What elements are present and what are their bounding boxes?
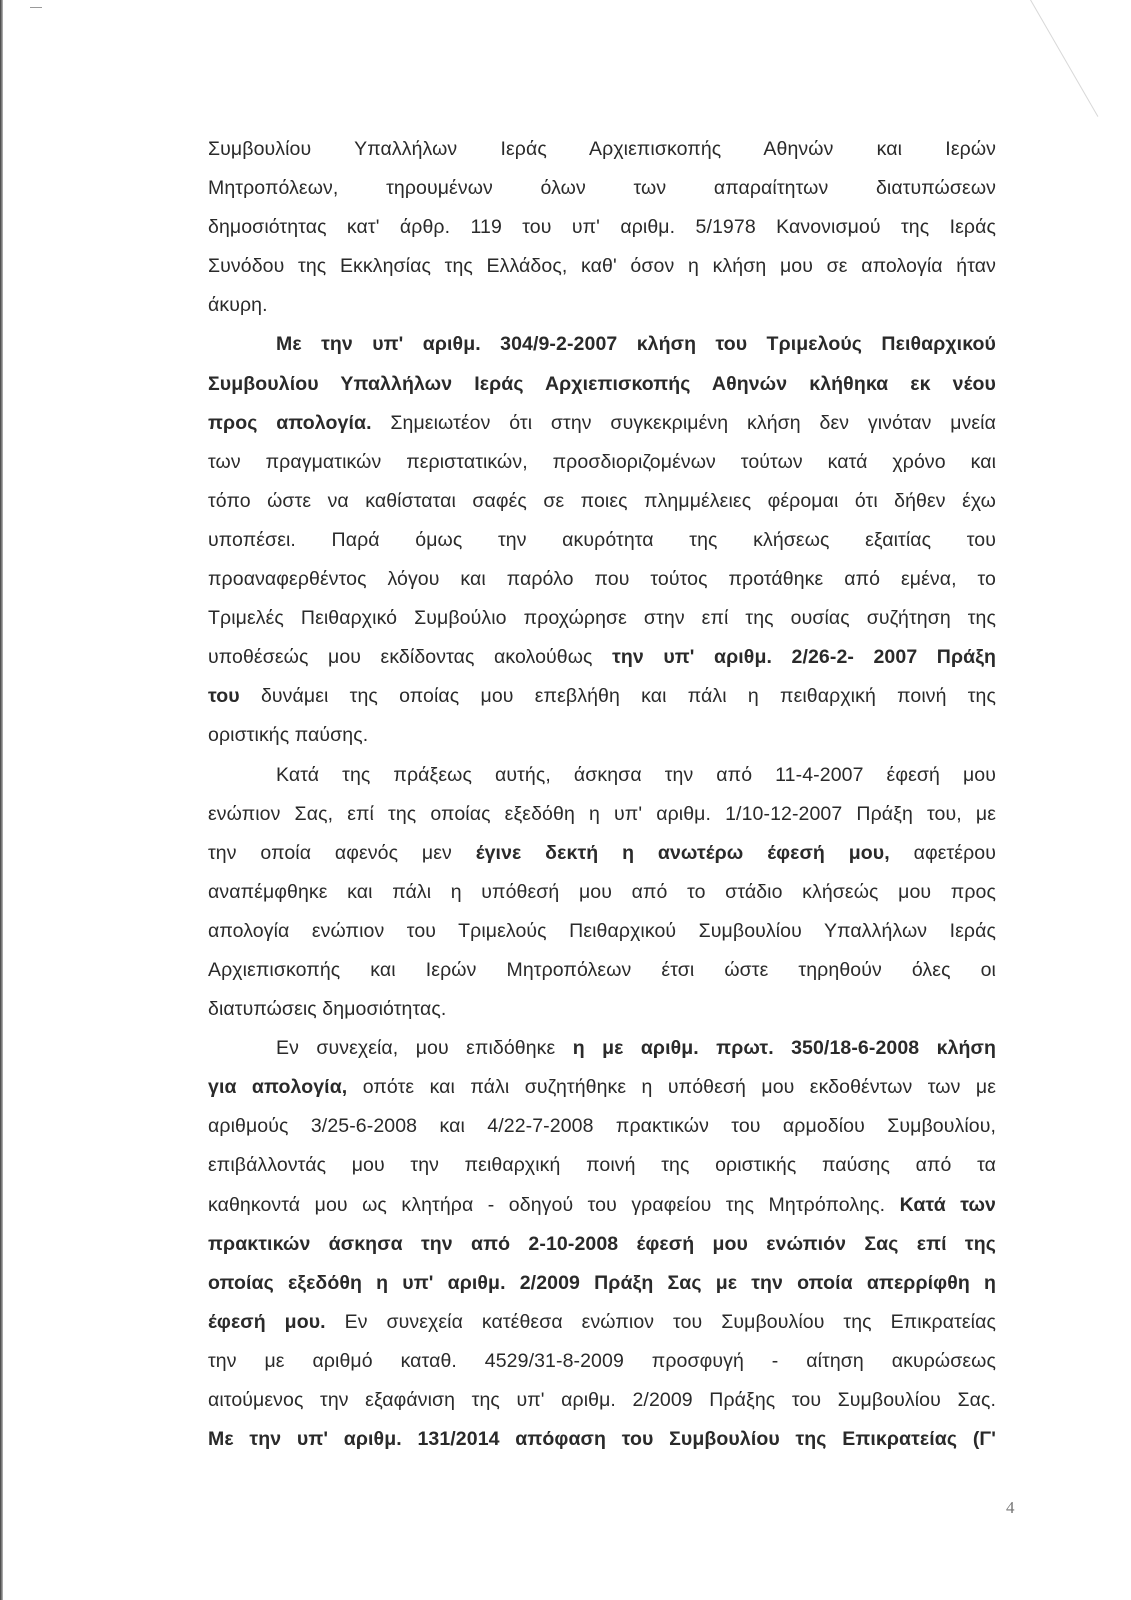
text-line: του δυνάμει της οποίας μου επεβλήθη και πάλι η πειθαρχική ποινή της	[208, 685, 996, 708]
text-line: αριθμούς 3/25-6-2008 και 4/22-7-2008 πρακτικών του αρμοδίου Συμβουλίου,	[208, 1115, 996, 1138]
text-line: την με αριθμό καταθ. 4529/31-8-2009 προσφυγή - αίτηση ακυρώσεως	[208, 1349, 996, 1372]
scan-edge	[0, 0, 3, 1600]
text-line: άκυρη.	[208, 294, 268, 317]
scan-fold-line	[1030, 0, 1098, 117]
page-number: 4	[1006, 1498, 1015, 1517]
text-line: Συμβουλίου Υπαλλήλων Ιεράς Αρχιεπισκοπής Αθηνών κλήθηκα εκ νέου	[208, 372, 996, 395]
text-line: Εν συνεχεία, μου επιδόθηκε η με αριθμ. πρωτ. 350/18-6-2008 κλήση	[276, 1037, 996, 1060]
text-line: Μητροπόλεων, τηρουμένων όλων των απαραίτητων διατυπώσεων	[208, 177, 996, 200]
text-line: την οποία αφενός μεν έγινε δεκτή η ανωτέρω έφεσή μου, αφετέρου	[208, 841, 996, 864]
text-line: δημοσιότητας κατ' άρθρ. 119 του υπ' αριθμ. 5/1978 Κανονισμού της Ιεράς	[208, 216, 996, 239]
text-line: υποπέσει. Παρά όμως την ακυρότητα της κλήσεως εξαιτίας του	[208, 528, 996, 551]
text-line: έφεσή μου. Εν συνεχεία κατέθεσα ενώπιον του Συμβουλίου της Επικρατείας	[208, 1310, 996, 1333]
text-line: καθηκοντά μου ως κλητήρα - οδηγού του γραφείου της Μητρόπολης. Κατά των	[208, 1193, 996, 1216]
text-line: οποίας εξεδόθη η υπ' αριθμ. 2/2009 Πράξη Σας με την οποία απερρίφθη η	[208, 1271, 996, 1294]
text-line: των πραγματικών περιστατικών, προσδιοριζομένων τούτων κατά χρόνο και	[208, 450, 996, 473]
document-body	[208, 130, 996, 1459]
scan-mark	[30, 7, 42, 8]
text-line: Κατά της πράξεως αυτής, άσκησα την από 11-4-2007 έφεσή μου	[276, 763, 996, 786]
text-line: αναπέμφθηκε και πάλι η υπόθεσή μου από το στάδιο κλήσεώς μου προς	[208, 880, 996, 903]
text-line: ενώπιον Σας, επί της οποίας εξεδόθη η υπ' αριθμ. 1/10-12-2007 Πράξη του, με	[208, 802, 996, 825]
text-line: διατυπώσεις δημοσιότητας.	[208, 998, 447, 1021]
text-line: απολογία ενώπιον του Τριμελούς Πειθαρχικού Συμβουλίου Υπαλλήλων Ιεράς	[208, 919, 996, 942]
text-line: προς απολογία. Σημειωτέον ότι στην συγκεκριμένη κλήση δεν γινόταν μνεία	[208, 411, 996, 434]
text-line: οριστικής παύσης.	[208, 724, 369, 747]
text-line: πρακτικών άσκησα την από 2-10-2008 έφεσή μου ενώπιόν Σας επί της	[208, 1232, 996, 1255]
text-line: υποθέσεώς μου εκδίδοντας ακολούθως την υπ' αριθμ. 2/26-2- 2007 Πράξη	[208, 646, 996, 669]
text-line: Με την υπ' αριθμ. 304/9-2-2007 κλήση του Τριμελούς Πειθαρχικού	[276, 333, 996, 356]
text-line: Αρχιεπισκοπής και Ιερών Μητροπόλεων έτσι ώστε τηρηθούν όλες οι	[208, 958, 996, 981]
text-line: τόπο ώστε να καθίσταται σαφές σε ποιες πλημμέλειες φέρομαι ότι δήθεν έχω	[208, 489, 996, 512]
text-line: Συνόδου της Εκκλησίας της Ελλάδος, καθ' όσον η κλήση μου σε απολογία ήταν	[208, 255, 996, 278]
text-line: επιβάλλοντάς μου την πειθαρχική ποινή της οριστικής παύσης από τα	[208, 1154, 996, 1177]
text-line: Με την υπ' αριθμ. 131/2014 απόφαση του Συμβουλίου της Επικρατείας (Γ'	[208, 1428, 996, 1451]
text-line: Συμβουλίου Υπαλλήλων Ιεράς Αρχιεπισκοπής Αθηνών και Ιερών	[208, 138, 996, 160]
text-line: αιτούμενος την εξαφάνιση της υπ' αριθμ. 2/2009 Πράξης του Συμβουλίου Σας.	[208, 1389, 996, 1411]
text-line: προαναφερθέντος λόγου και παρόλο που τούτος προτάθηκε από εμένα, το	[208, 568, 996, 591]
text-line: για απολογία, οπότε και πάλι συζητήθηκε η υπόθεσή μου εκδοθέντων των με	[208, 1076, 996, 1099]
text-line: Τριμελές Πειθαρχικό Συμβούλιο προχώρησε στην επί της ουσίας συζήτηση της	[208, 607, 996, 630]
